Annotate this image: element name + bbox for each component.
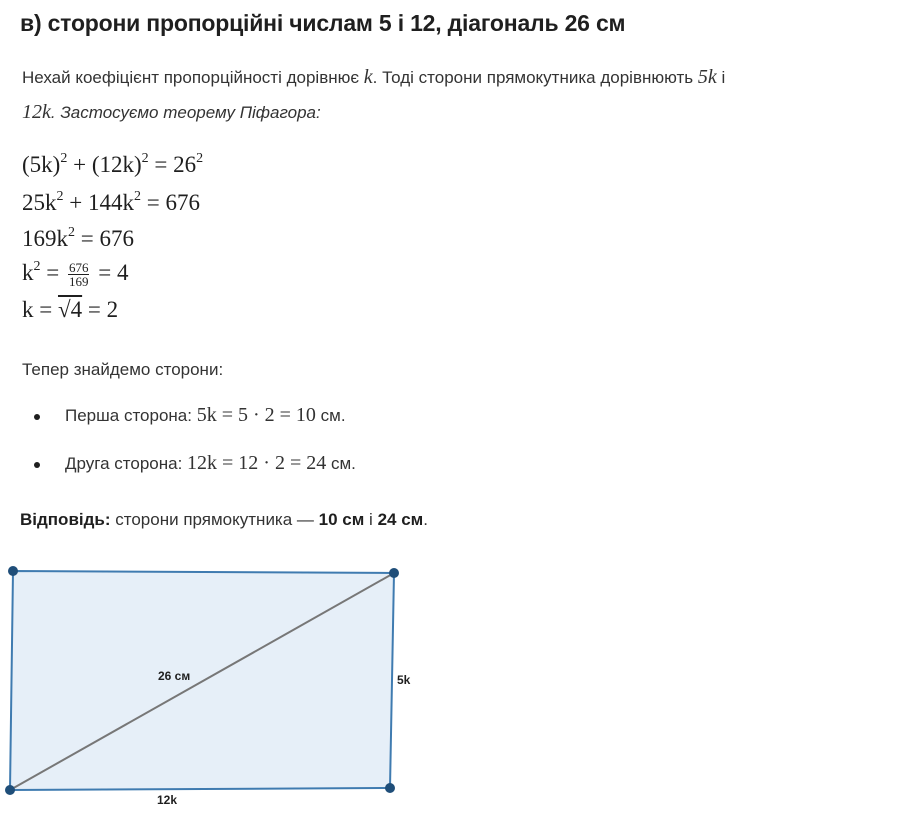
list-item (34, 452, 356, 475)
eq-term: (5k) (22, 152, 61, 177)
answer-text: сторони прямокутника — (110, 510, 319, 529)
eq-term: = 26 (148, 152, 197, 177)
eq-term: k (22, 260, 34, 285)
bullet-label: Друга сторона: (65, 454, 188, 473)
eq-term: + 144k (63, 190, 134, 215)
eq-term: = 676 (75, 226, 134, 251)
eq-term: = 676 (140, 190, 200, 215)
answer-value-2: 24 см (377, 510, 424, 529)
math-12k: 12k (22, 101, 51, 123)
list-item (34, 404, 346, 427)
vertex-point (8, 566, 18, 576)
bullet-icon (34, 414, 40, 420)
eq-power: 2 (141, 151, 149, 166)
intro-line-1 (22, 66, 725, 89)
eq-power: 2 (68, 225, 75, 240)
eq-power: 2 (56, 189, 64, 204)
answer-line (20, 510, 428, 530)
sqrt-term: √4 (57, 297, 83, 322)
bullet-label: Перша сторона: (65, 406, 197, 425)
bullet-math: 5k = 5 · 2 = 10 (196, 404, 316, 426)
eq-term: 25k (22, 190, 57, 215)
answer-text: і (364, 510, 378, 529)
intro-line-2 (22, 101, 321, 124)
fraction (68, 261, 90, 288)
vertex-point (5, 785, 15, 795)
eq-term: (12k) (91, 152, 142, 177)
answer-value-1: 10 см (318, 510, 365, 529)
fraction-numerator: 676 (68, 260, 89, 276)
equation-2 (22, 189, 200, 216)
eq-term: = (40, 260, 65, 285)
eq-term: 169k (22, 226, 68, 251)
fraction-denominator: 169 (68, 274, 89, 290)
section-title: в) сторони пропорційні числам 5 і 12, діагональ 26 см (20, 10, 626, 36)
eq-power: 2 (133, 189, 141, 204)
eq-term: = 4 (92, 260, 129, 285)
eq-power: 2 (60, 151, 68, 166)
find-sides-text: Тепер знайдемо сторони: (22, 360, 224, 379)
answer-label: Відповідь: (20, 510, 111, 529)
math-k: k (363, 66, 373, 88)
eq-power: 2 (196, 151, 204, 166)
equation-1 (22, 151, 203, 178)
equation-5 (22, 297, 118, 323)
eq-power: 2 (33, 259, 41, 274)
equation-4 (22, 259, 128, 288)
diagonal-label: 26 см (158, 669, 191, 683)
bullet-unit: см. (315, 406, 346, 425)
intro-text: . Тоді сторони прямокутника дорівнюють (372, 68, 698, 87)
bullet-math: 12k = 12 · 2 = 24 (187, 452, 327, 474)
eq-term: = 2 (82, 297, 119, 322)
bullet-unit: см. (326, 454, 356, 473)
vertex-point (385, 783, 395, 793)
height-label: 5k (397, 673, 411, 687)
width-label: 12k (157, 793, 178, 807)
answer-text: . (423, 510, 428, 529)
math-5k: 5k (697, 66, 717, 88)
bullet-icon (34, 462, 40, 468)
vertex-point (389, 568, 399, 578)
eq-term: k = (22, 297, 58, 322)
intro-text: Нехай коефіцієнт пропорційності дорівнює (22, 68, 364, 87)
intro-text: . Застосуємо теорему Піфагора: (50, 103, 321, 122)
intro-text: і (716, 68, 726, 87)
equation-3 (22, 225, 134, 252)
rectangle-diagram (0, 560, 916, 823)
eq-term: + (67, 152, 92, 177)
